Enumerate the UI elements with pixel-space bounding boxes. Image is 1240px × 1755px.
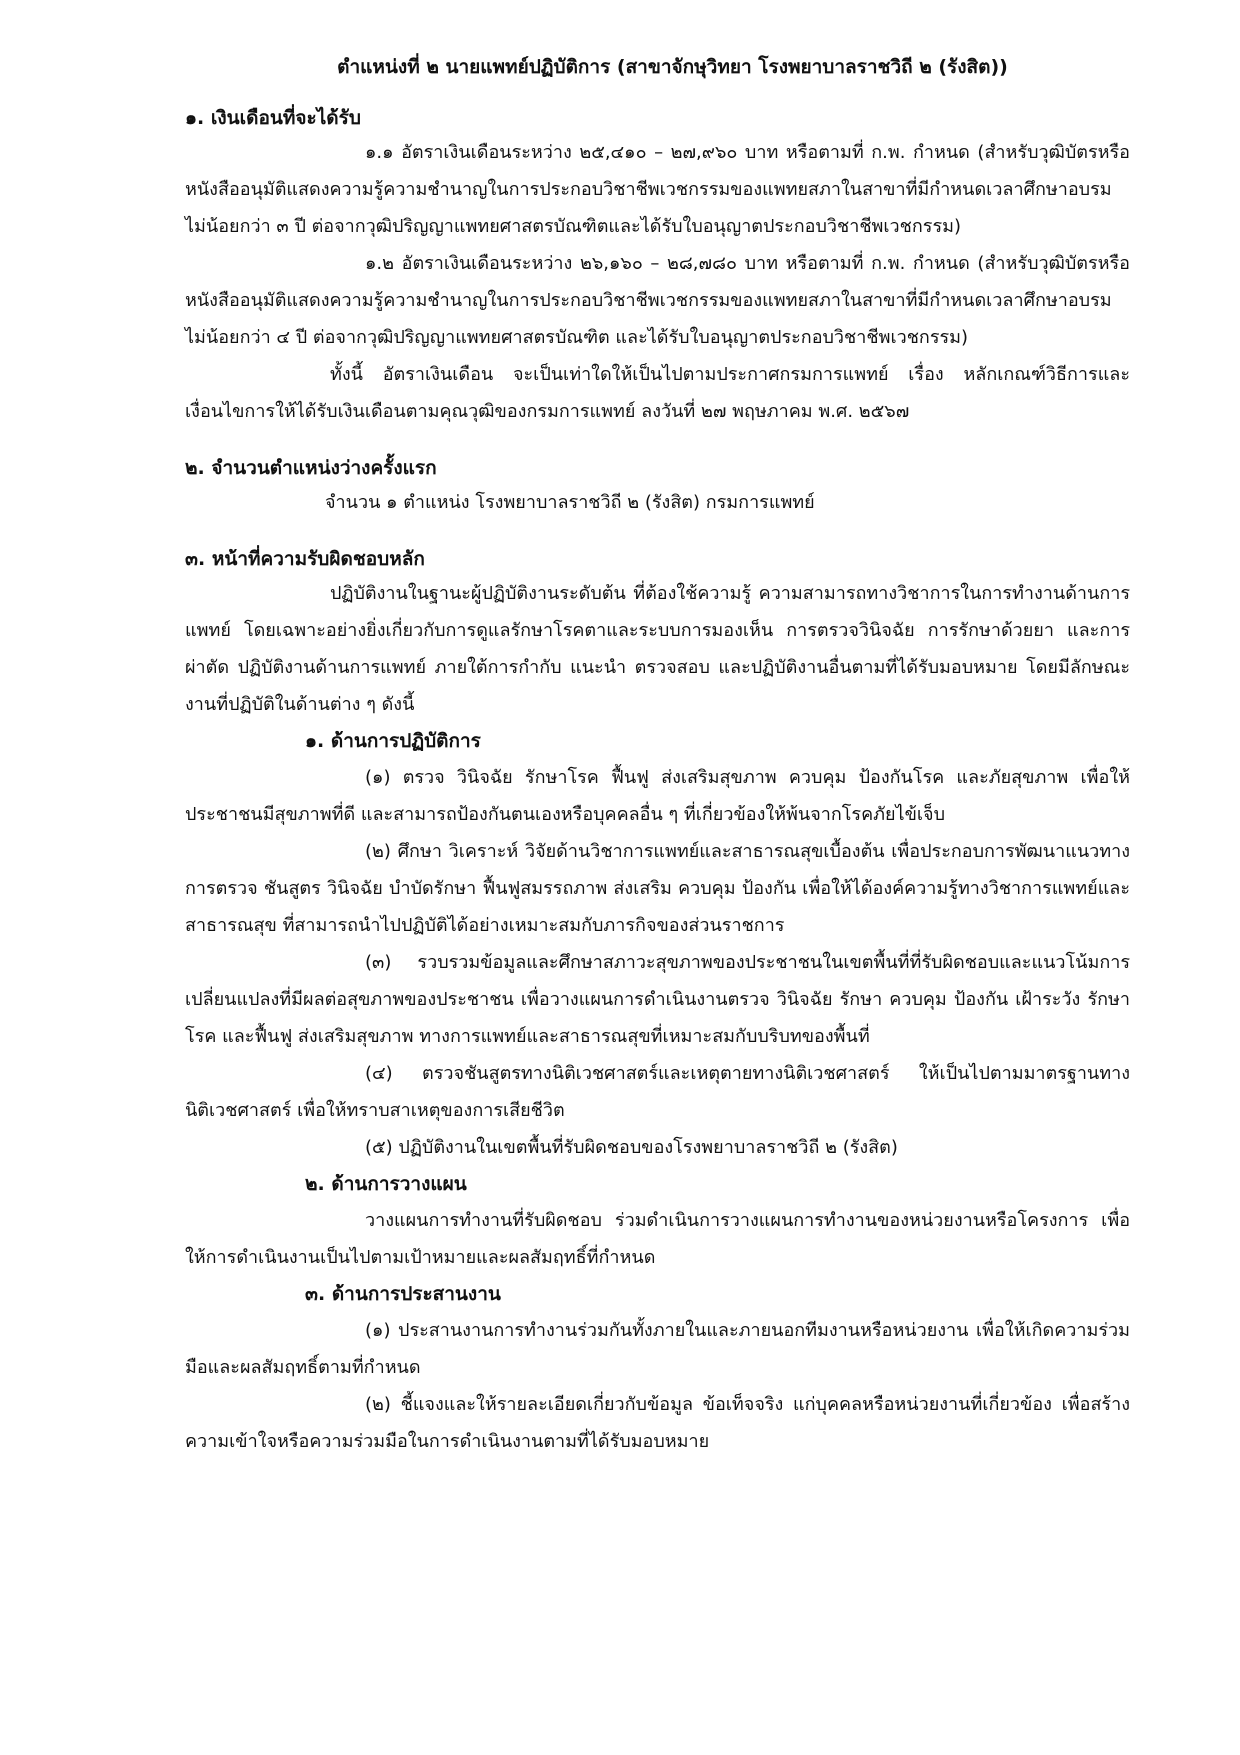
list-item: (๒) ชี้แจงและให้รายละเอียดเกี่ยวกับข้อมูล ข้อเท็จจริง แก่บุคคลหรือหน่วยงานที่เกี่ยวข้อง เพื่อสร้างความเข้าใจหรือความร่วมมือในการดำเนินงานตามที่ได้รับมอบหมาย: [185, 1394, 1130, 1452]
section-1-paragraph-1: ๑.๑ อัตราเงินเดือนระหว่าง ๒๕,๔๑๐ – ๒๗,๙๖๐ บาท หรือตามที่ ก.พ. กำหนด (สำหรับวุฒิบัตรหรือหนังสืออนุมัติแสดงความรู้ความชำนาญในการประกอบวิชาชีพเวชกรรมของแพทยสภาในสาขาที่มีกำหนดเวลาศึกษาอบรมไม่น้อยกว่า ๓ ปี ต่อจากวุฒิปริญญาแพทยศาสตรบัณฑิตและได้รับใบอนุญาตประกอบวิชาชีพเวชกรรม): [185, 142, 1130, 237]
list-item: (๑) ประสานงานการทำงานร่วมกันทั้งภายในและภายนอกทีมงานหรือหน่วยงาน เพื่อให้เกิดความร่วมมือและผลสัมฤทธิ์ตามที่กำหนด: [185, 1320, 1130, 1378]
section-2-heading: ๒. จำนวนตำแหน่งว่างครั้งแรก: [185, 457, 437, 479]
section-3-sub-3-heading: ๓. ด้านการประสานงาน: [305, 1283, 501, 1305]
list-item: (๓) รวบรวมข้อมูลและศึกษาสภาวะสุขภาพของประชาชนในเขตพื้นที่ที่รับผิดชอบและแนวโน้มการเปลี่ยนแปลงที่มีผลต่อสุขภาพของประชาชน เพื่อวางแผนการดำเนินงานตรวจ วินิจฉัย รักษา ควบคุม ป้องกัน เฝ้าระวัง รักษาโรค และฟื้นฟู ส่งเสริมสุขภาพ ทางการแพทย์และสาธารณสุขที่เหมาะสมกับบริบทของพื้นที่: [185, 952, 1130, 1047]
section-3-intro: ปฏิบัติงานในฐานะผู้ปฏิบัติงานระดับต้น ที่ต้องใช้ความรู้ ความสามารถทางวิชาการในการทำงานด้านการแพทย์ โดยเฉพาะอย่างยิ่งเกี่ยวกับการดูแลรักษาโรคตาและระบบการมองเห็น การตรวจวินิจฉัย การรักษาด้วยยา และการผ่าตัด ปฏิบัติงานด้านการแพทย์ ภายใต้การกำกับ แนะนำ ตรวจสอบ และปฏิบัติงานอื่นตามที่ได้รับมอบหมาย โดยมีลักษณะงานที่ปฏิบัติในด้านต่าง ๆ ดังนี้: [185, 583, 1130, 715]
list-item: (๕) ปฏิบัติงานในเขตพื้นที่รับผิดชอบของโรงพยาบาลราชวิถี ๒ (รังสิต): [365, 1137, 898, 1158]
section-1-heading: ๑. เงินเดือนที่จะได้รับ: [185, 107, 361, 129]
list-item: (๑) ตรวจ วินิจฉัย รักษาโรค ฟื้นฟู ส่งเสริมสุขภาพ ควบคุม ป้องกันโรค และภัยสุขภาพ เพื่อให้ประชาชนมีสุขภาพที่ดี และสามารถป้องกันตนเองหรือบุคคลอื่น ๆ ที่เกี่ยวข้องให้พ้นจากโรคภัยไข้เจ็บ: [185, 767, 1130, 825]
page-title: ตำแหน่งที่ ๒ นายแพทย์ปฏิบัติการ (สาขาจักษุวิทยา โรงพยาบาลราชวิถี ๒ (รังสิต)): [337, 56, 1008, 78]
section-3-heading: ๓. หน้าที่ความรับผิดชอบหลัก: [185, 548, 425, 570]
section-3-sub-2-text: วางแผนการทำงานที่รับผิดชอบ ร่วมดำเนินการวางแผนการทำงานของหน่วยงานหรือโครงการ เพื่อให้การดำเนินงานเป็นไปตามเป้าหมายและผลสัมฤทธิ์ที่กำหนด: [185, 1210, 1130, 1268]
list-item: (๒) ศึกษา วิเคราะห์ วิจัยด้านวิชาการแพทย์และสาธารณสุขเบื้องต้น เพื่อประกอบการพัฒนาแนวทางการตรวจ ชันสูตร วินิจฉัย บำบัดรักษา ฟื้นฟูสมรรถภาพ ส่งเสริม ควบคุม ป้องกัน เพื่อให้ได้องค์ความรู้ทางวิชาการแพทย์และสาธารณสุข ที่สามารถนำไปปฏิบัติได้อย่างเหมาะสมกับภารกิจของส่วนราชการ: [185, 841, 1130, 936]
section-1-paragraph-3: ทั้งนี้ อัตราเงินเดือน จะเป็นเท่าใดให้เป็นไปตามประกาศกรมการแพทย์ เรื่อง หลักเกณฑ์วิธีการและเงื่อนไขการให้ได้รับเงินเดือนตามคุณวุฒิของกรมการแพทย์ ลงวันที่ ๒๗ พฤษภาคม พ.ศ. ๒๕๖๗: [185, 364, 1130, 422]
section-3-sub-1-heading: ๑. ด้านการปฏิบัติการ: [305, 730, 481, 752]
section-3-sub-2-heading: ๒. ด้านการวางแผน: [305, 1173, 467, 1195]
list-item: (๔) ตรวจชันสูตรทางนิติเวชศาสตร์และเหตุตายทางนิติเวชศาสตร์ ให้เป็นไปตามมาตรฐานทางนิติเวชศาสตร์ เพื่อให้ทราบสาเหตุของการเสียชีวิต: [185, 1063, 1130, 1121]
section-1-paragraph-2: ๑.๒ อัตราเงินเดือนระหว่าง ๒๖,๑๖๐ – ๒๘,๗๘๐ บาท หรือตามที่ ก.พ. กำหนด (สำหรับวุฒิบัตรหรือหนังสืออนุมัติแสดงความรู้ความชำนาญในการประกอบวิชาชีพเวชกรรมของแพทยสภาในสาขาที่มีกำหนดเวลาศึกษาอบรมไม่น้อยกว่า ๔ ปี ต่อจากวุฒิปริญญาแพทยศาสตรบัณฑิต และได้รับใบอนุญาตประกอบวิชาชีพเวชกรรม): [185, 253, 1130, 348]
section-2-paragraph: จำนวน ๑ ตำแหน่ง โรงพยาบาลราชวิถี ๒ (รังสิต) กรมการแพทย์: [325, 492, 815, 513]
